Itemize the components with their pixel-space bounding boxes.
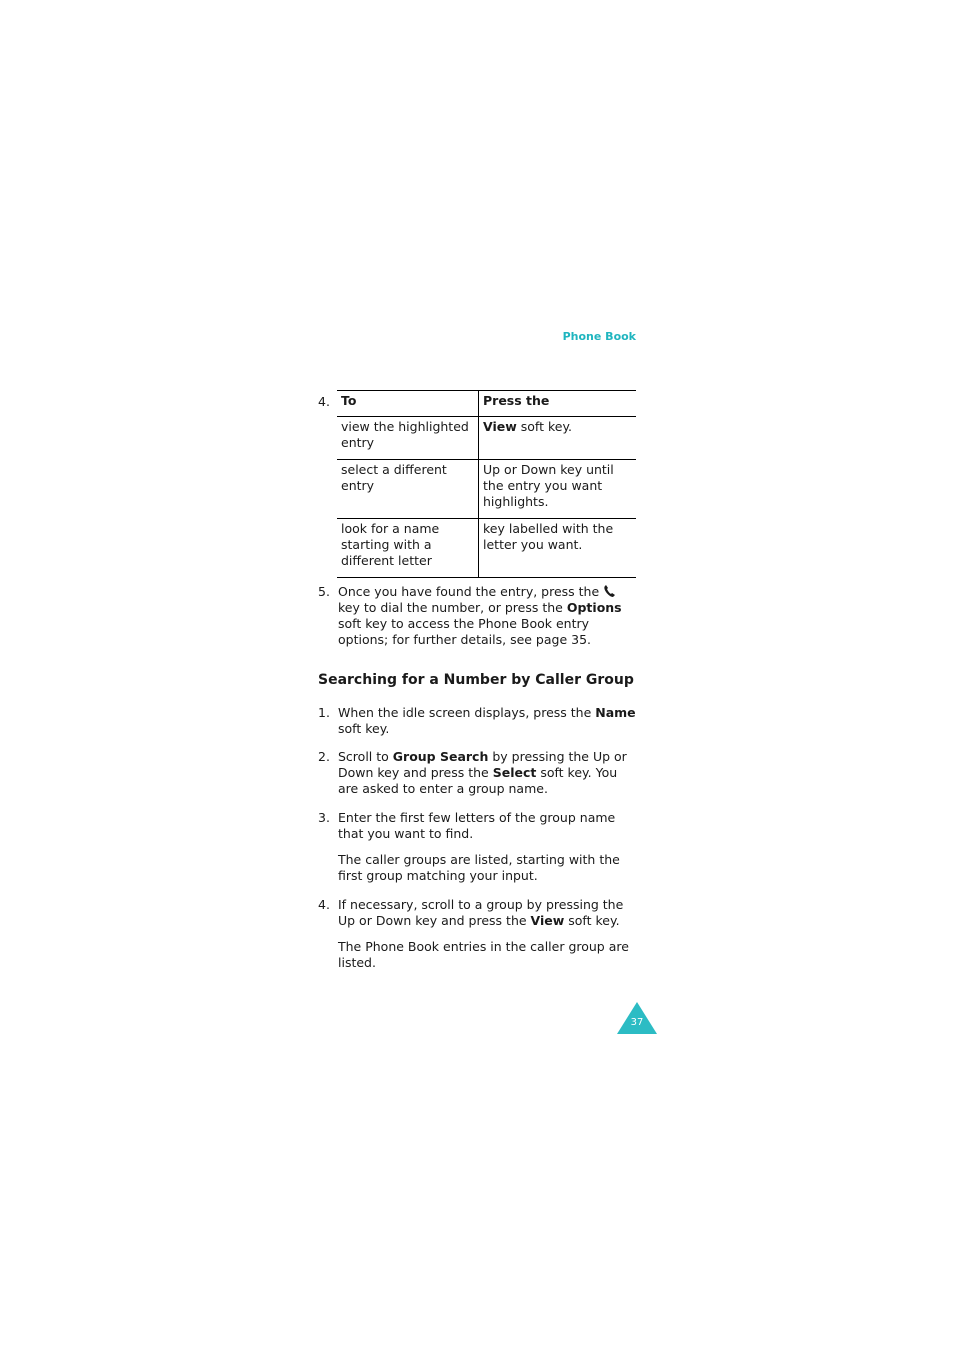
text-run: Scroll to bbox=[338, 749, 393, 764]
text-run: Once you have found the entry, press the bbox=[338, 584, 604, 599]
page-number-marker bbox=[617, 1002, 657, 1034]
text-run: soft key to access the Phone Book entry options; for further details, see page 35. bbox=[338, 616, 592, 647]
bold-key: Group Search bbox=[392, 749, 489, 764]
step-number: 5. bbox=[318, 584, 330, 599]
step-number: 4. bbox=[318, 897, 330, 912]
table-header-to: To bbox=[337, 391, 479, 417]
text-run: key to dial the number, or press the bbox=[338, 600, 567, 615]
text-run: soft key. You are asked to enter a group name. bbox=[338, 765, 618, 796]
table-header-press: Press the bbox=[479, 391, 637, 417]
step-text bbox=[338, 897, 636, 971]
table-cell-press: Up or Down key until the entry you want highlights. bbox=[479, 460, 637, 519]
table-row bbox=[337, 460, 636, 519]
text-run: If necessary, scroll to a group by pressing the Up or Down key and press the bbox=[338, 897, 624, 928]
text-run: Enter the first few letters of the group name that you want to find. bbox=[338, 810, 616, 841]
bold-key: Select bbox=[492, 765, 537, 780]
bold-key: View bbox=[483, 419, 517, 434]
table-cell-to: select a different entry bbox=[337, 460, 479, 519]
step-text bbox=[338, 705, 636, 737]
step-text bbox=[338, 810, 636, 884]
text-run: soft key. bbox=[564, 913, 620, 928]
step-number: 3. bbox=[318, 810, 330, 825]
step-note: The Phone Book entries in the caller group are listed. bbox=[338, 939, 629, 970]
phone-send-key-icon bbox=[603, 585, 617, 598]
key-action-table bbox=[337, 390, 636, 578]
table-row bbox=[337, 417, 636, 460]
table-cell-press: key labelled with the letter you want. bbox=[479, 519, 637, 578]
running-header: Phone Book bbox=[562, 330, 636, 343]
table-cell-to: look for a name starting with a different letter bbox=[337, 519, 479, 578]
text-run: When the idle screen displays, press the bbox=[338, 705, 596, 720]
step-text bbox=[338, 584, 636, 648]
step-text bbox=[338, 749, 636, 797]
page-number: 37 bbox=[630, 1017, 644, 1028]
table-cell-to: view the highlighted entry bbox=[337, 417, 479, 460]
triangle-page-marker-icon bbox=[617, 1002, 657, 1034]
bold-key: Options bbox=[566, 600, 622, 615]
step-number: 2. bbox=[318, 749, 330, 764]
table-header-row bbox=[337, 391, 636, 417]
table-cell-press bbox=[479, 417, 637, 460]
table-cell-text: soft key. bbox=[516, 419, 573, 434]
step-note: The caller groups are listed, starting with the first group matching your input. bbox=[338, 852, 620, 883]
step-number: 4. bbox=[318, 394, 330, 409]
step-number: 1. bbox=[318, 705, 330, 720]
bold-key: View bbox=[530, 913, 565, 928]
text-run: soft key. bbox=[338, 721, 390, 736]
text-run: by pressing the Up or Down key and press the bbox=[338, 749, 627, 780]
section-title: Searching for a Number by Caller Group bbox=[318, 672, 634, 688]
bold-key: Name bbox=[595, 705, 636, 720]
table-row bbox=[337, 519, 636, 578]
